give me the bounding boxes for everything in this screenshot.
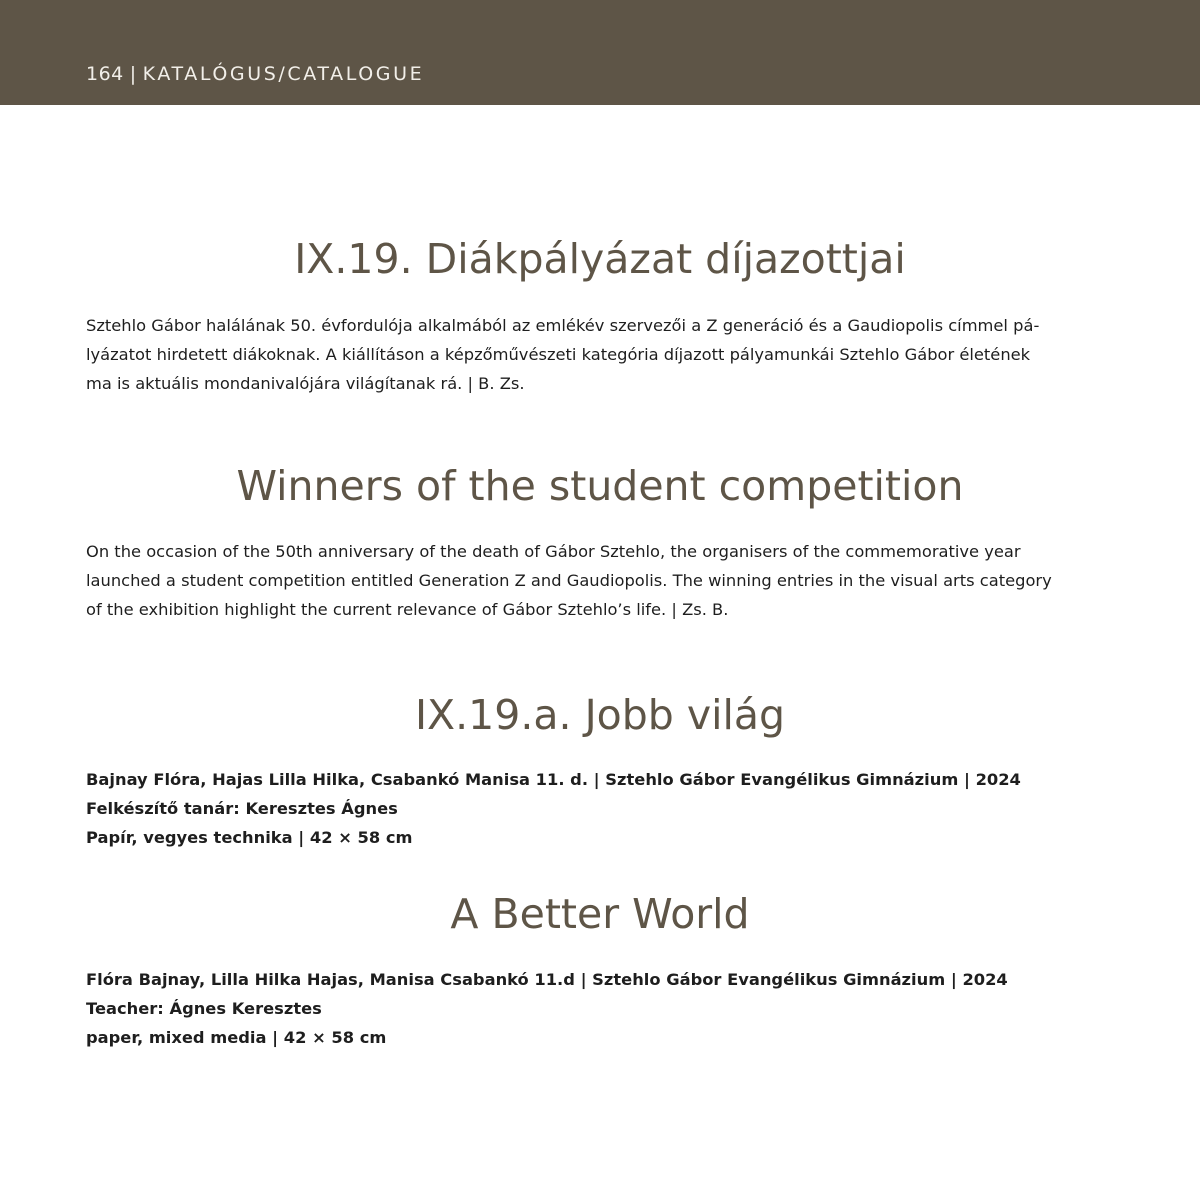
heading-en: Winners of the student competition — [236, 462, 964, 510]
artwork-title-en: A Better World — [450, 890, 750, 938]
artwork-authors: Flóra Bajnay, Lilla Hilka Hajas, Manisa Csabankó 11.d | Sztehlo Gábor Evangélikus Gimnázium | 2024 — [86, 970, 1008, 989]
section-label: KATALÓGUS/CATALOGUE — [142, 63, 425, 85]
artwork-credits-hu — [86, 765, 1116, 852]
artwork-medium: paper, mixed media | 42 × 58 cm — [86, 1028, 387, 1047]
artwork-title-hu: IX.19.a. Jobb világ — [414, 691, 786, 739]
running-header — [86, 61, 424, 87]
header-bar — [0, 0, 1200, 105]
heading-hu: IX.19. Diákpályázat díjazottjai — [294, 235, 906, 283]
artwork-teacher: Teacher: Ágnes Keresztes — [86, 999, 322, 1018]
text-line: launched a student competition entitled Generation Z and Gaudiopolis. The winning entries in the visual arts category — [86, 571, 1052, 590]
artwork-medium: Papír, vegyes technika | 42 × 58 cm — [86, 828, 413, 847]
artwork-teacher: Felkészítő tanár: Keresztes Ágnes — [86, 799, 398, 818]
artwork-credits-en — [86, 965, 1116, 1052]
header-separator: | — [129, 63, 137, 85]
artwork-authors: Bajnay Flóra, Hajas Lilla Hilka, Csabankó Manisa 11. d. | Sztehlo Gábor Evangélikus Gimnázium | 2024 — [86, 770, 1021, 789]
page-number: 164 — [86, 63, 124, 85]
text-line: On the occasion of the 50th anniversary of the death of Gábor Sztehlo, the organisers of the commemorative year — [86, 542, 1021, 561]
text-line: ma is aktuális mondanivalójára világítanak rá. | B. Zs. — [86, 374, 525, 393]
intro-paragraph-en — [86, 537, 1116, 624]
intro-paragraph-hu — [86, 311, 1116, 398]
text-line: lyázatot hirdetett diákoknak. A kiállításon a képzőművészeti kategória díjazott pályamunkái Sztehlo Gábor életének — [86, 345, 1031, 364]
text-line: Sztehlo Gábor halálának 50. évfordulója alkalmából az emlékév szervezői a Z generáció és a Gaudiopolis címmel pá- — [86, 316, 1040, 335]
text-line: of the exhibition highlight the current relevance of Gábor Sztehlo’s life. | Zs. B. — [86, 600, 729, 619]
